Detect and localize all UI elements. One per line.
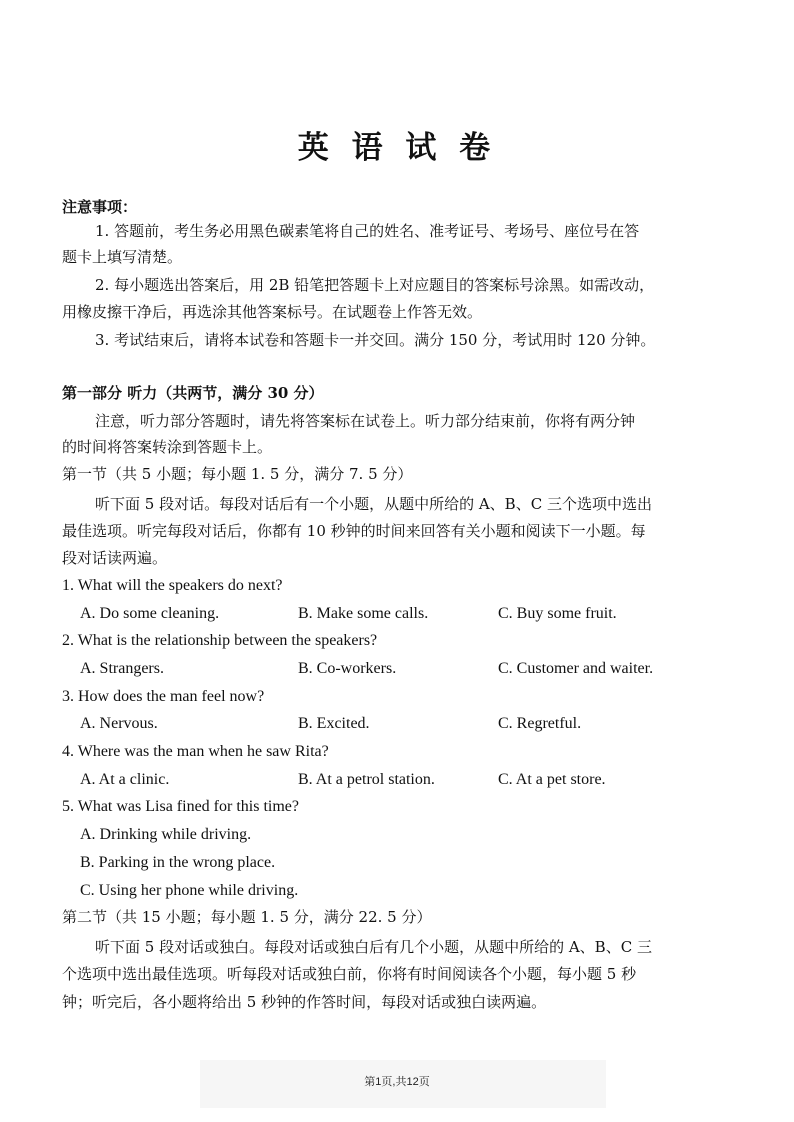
question-1-option-c: C. Buy some fruit.	[498, 605, 617, 622]
question-2-stem: 2. What is the relationship between the speakers?	[62, 632, 378, 649]
question-5-stem: 5. What was Lisa fined for this time?	[62, 798, 299, 815]
question-3-option-c: C. Regretful.	[498, 715, 582, 732]
section2-heading: 第二节（共 15 小题；每小题 1. 5 分，满分 22. 5 分）	[62, 908, 432, 926]
section2-instr-line-1: 听下面 5 段对话或独白。每段对话或独白后有几个小题，从题中所给的 A、B、C 三	[95, 938, 652, 956]
section1-heading: 第一节（共 5 小题；每小题 1. 5 分，满分 7. 5 分）	[62, 465, 413, 483]
part1-note-line-1: 注意，听力部分答题时，请先将答案标在试卷上。听力部分结束前，你将有两分钟	[95, 412, 636, 430]
section2-instr-line-2: 个选项中选出最佳选项。听每段对话或独白前，你将有时间阅读各个小题，每小题 5 秒	[62, 965, 637, 983]
question-2-option-c: C. Customer and waiter.	[498, 660, 654, 677]
section1-instr-line-3: 段对话读两遍。	[62, 549, 168, 567]
section1-instr-line-2: 最佳选项。听完每段对话后，你都有 10 秒钟的时间来回答有关小题和阅读下一小题。每	[62, 522, 646, 540]
question-4-stem: 4. Where was the man when he saw Rita?	[62, 743, 329, 760]
part1-note-line-2: 的时间将答案转涂到答题卡上。	[62, 438, 273, 456]
question-2-option-b: B. Co-workers.	[298, 660, 397, 677]
question-4-option-a: A. At a clinic.	[80, 771, 170, 788]
question-3-option-b: B. Excited.	[298, 715, 370, 732]
question-3-stem: 3. How does the man feel now?	[62, 688, 265, 705]
question-5-option-a: A. Drinking while driving.	[80, 826, 252, 843]
question-1-stem: 1. What will the speakers do next?	[62, 577, 283, 594]
notice-item-2-line-2: 用橡皮擦干净后，再选涂其他答案标号。在试题卷上作答无效。	[62, 303, 483, 321]
notice-heading: 注意事项：	[62, 198, 138, 216]
question-5-option-b: B. Parking in the wrong place.	[80, 854, 276, 871]
question-4-option-c: C. At a pet store.	[498, 771, 606, 788]
section1-instr-line-1: 听下面 5 段对话。每段对话后有一个小题，从题中所给的 A、B、C 三个选项中选出	[95, 495, 652, 513]
question-2-option-a: A. Strangers.	[80, 660, 164, 677]
question-5-option-c: C. Using her phone while driving.	[80, 882, 299, 899]
notice-item-3-line-1: 3. 考试结束后，请将本试卷和答题卡一并交回。满分 150 分，考试用时 120 分钟。	[95, 331, 656, 349]
notice-item-1-line-2: 题卡上填写清楚。	[62, 248, 183, 266]
question-1-option-b: B. Make some calls.	[298, 605, 429, 622]
page-indicator: 第1页,共12页	[364, 1076, 430, 1088]
notice-item-1-line-1: 1. 答题前，考生务必用黑色碳素笔将自己的姓名、准考证号、考场号、座位号在答	[95, 222, 640, 240]
part1-heading: 第一部分 听力（共两节，满分 30 分）	[62, 384, 324, 402]
notice-item-2-line-1: 2. 每小题选出答案后，用 2B 铅笔把答题卡上对应题目的答案标号涂黑。如需改动，	[95, 276, 655, 294]
exam-title: 英 语 试 卷	[297, 130, 497, 166]
question-1-option-a: A. Do some cleaning.	[80, 605, 220, 622]
question-4-option-b: B. At a petrol station.	[298, 771, 435, 788]
question-3-option-a: A. Nervous.	[80, 715, 158, 732]
section2-instr-line-3: 钟；听完后，各小题将给出 5 秒钟的作答时间，每段对话或独白读两遍。	[62, 993, 547, 1011]
